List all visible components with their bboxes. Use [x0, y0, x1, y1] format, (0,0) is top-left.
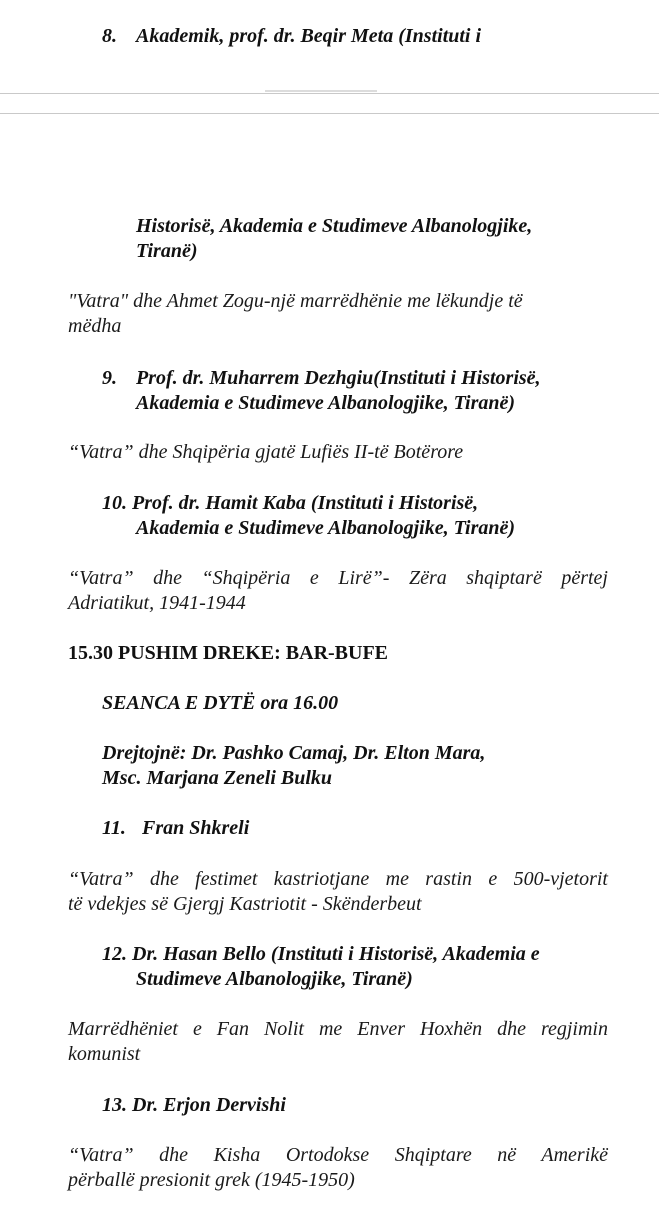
- session-chairs-line-2: Msc. Marjana Zeneli Bulku: [102, 767, 333, 789]
- speaker-8-name-line-2: Historisë, Akademia e Studimeve Albanologjike,: [136, 215, 533, 237]
- speaker-13-name-line-1: 13. Dr. Erjon Dervishi: [102, 1094, 286, 1116]
- speaker-8-name-line-1: 8. Akademik, prof. dr. Beqir Meta (Instituti i: [102, 25, 482, 47]
- speaker-12-number: 12.: [102, 943, 127, 965]
- speaker-11-topic-line-2: të vdekjes së Gjergj Kastriotit - Skënderbeut: [68, 893, 422, 915]
- page-break-line-bottom: [0, 113, 659, 114]
- speaker-13-topic-line-1: “Vatra” dhe Kisha Ortodokse Shqiptare në Amerikë: [68, 1144, 608, 1166]
- speaker-8-topic-line-1: "Vatra" dhe Ahmet Zogu-një marrëdhënie me lëkundje të: [68, 290, 523, 312]
- speaker-10-name-line-2: Akademia e Studimeve Albanologjike, Tiranë): [136, 517, 516, 539]
- lunch-break-label: 15.30 PUSHIM DREKE: BAR-BUFE: [68, 642, 389, 664]
- page-break-mark: [265, 90, 377, 92]
- speaker-9-name-line-2: Akademia e Studimeve Albanologjike, Tiranë): [136, 392, 516, 414]
- speaker-13-number: 13.: [102, 1094, 127, 1116]
- speaker-9-number: 9.: [102, 367, 117, 389]
- speaker-12-topic-line-1: Marrëdhëniet e Fan Nolit me Enver Hoxhën dhe regjimin: [68, 1018, 608, 1040]
- page-break-line-top: [0, 93, 659, 94]
- speaker-11-topic-line-1: “Vatra” dhe festimet kastriotjane me rastin e 500-vjetorit: [68, 868, 608, 890]
- speaker-10-name-line-1: 10. Prof. dr. Hamit Kaba (Instituti i Historisë,: [102, 492, 479, 514]
- speaker-11-name-line-1: 11. Fran Shkreli: [102, 817, 250, 839]
- speaker-12-topic-line-2: komunist: [68, 1043, 141, 1065]
- speaker-12-name-line-2: Studimeve Albanologjike, Tiranë): [136, 968, 413, 990]
- speaker-8-name-line-3: Tiranë): [136, 240, 198, 262]
- speaker-10-number: 10.: [102, 492, 127, 514]
- speaker-10-topic-line-1: “Vatra” dhe “Shqipëria e Lirë”- Zëra shqiptarë përtej: [68, 567, 608, 589]
- speaker-8-number: 8.: [102, 25, 117, 47]
- speaker-10-topic-line-2: Adriatikut, 1941-1944: [68, 592, 246, 614]
- speaker-9-topic-line-1: “Vatra” dhe Shqipëria gjatë Lufiës II-të Botërore: [68, 441, 464, 463]
- speaker-11-number: 11.: [102, 817, 126, 839]
- session-chairs-line-1: Drejtojnë: Dr. Pashko Camaj, Dr. Elton Mara,: [102, 742, 486, 764]
- speaker-12-name-line-1: 12. Dr. Hasan Bello (Instituti i Historisë, Akademia e: [102, 943, 540, 965]
- speaker-8-topic-line-2: mëdha: [68, 315, 122, 337]
- speaker-9-name-line-1: 9. Prof. dr. Muharrem Dezhgiu(Instituti i Historisë,: [102, 367, 541, 389]
- session-title: SEANCA E DYTË ora 16.00: [102, 692, 339, 714]
- speaker-13-topic-line-2: përballë presionit grek (1945-1950): [68, 1169, 355, 1191]
